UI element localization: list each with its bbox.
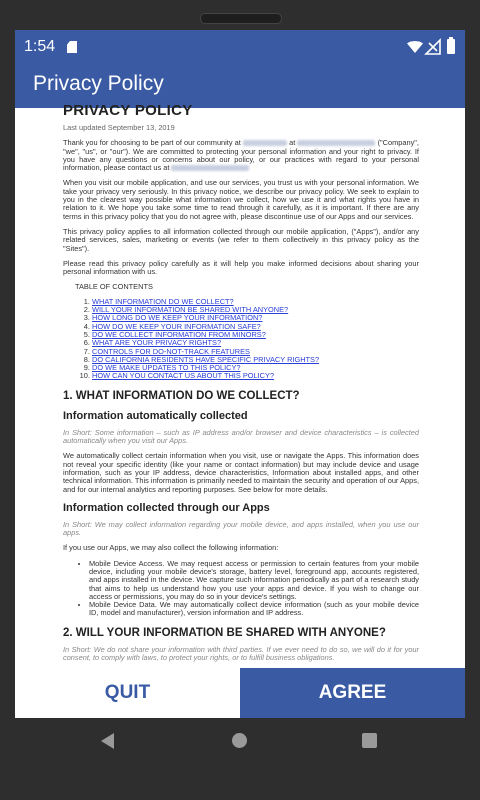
toc-link[interactable]: HOW CAN YOU CONTACT US ABOUT THIS POLICY? <box>92 371 275 381</box>
section-1-subheading-1: Information automatically collected <box>63 409 248 422</box>
toc-link[interactable]: DO WE MAKE UPDATES TO THIS POLICY? <box>92 363 241 373</box>
intro-text-c: ("Company", "we", "us", or "our"). We are committed to protecting your personal information and your right to privacy. If you have any questions or concerns about our policy, or our practices with regard to your personal information, please contact us at <box>63 138 419 173</box>
last-updated: Last updated September 13, 2019 <box>63 123 175 132</box>
toc-link[interactable]: DO WE COLLECT INFORMATION FROM MINORS? <box>92 329 266 339</box>
intro-paragraph-2: When you visit our mobile application, and use our services, you trust us with your personal information. We take your privacy very seriously. In this privacy notice, we describe our privacy policy. We seek to explain to you in the clearest way possible what information we collect, how we use it and what rights you have in relation to it. We hope you take some time to read through it carefully, as it is important. If there are any terms in this privacy policy that you do not agree with, please discontinue use of our Apps and our services. <box>63 178 419 221</box>
toc-link[interactable]: CONTROLS FOR DO-NOT-TRACK FEATURES <box>92 346 250 356</box>
button-bar <box>15 668 465 718</box>
app-title: Privacy Policy <box>33 72 164 95</box>
bullet-item: • Mobile Device Data. We may automatically collect device information (such as your mobile device ID, model and manufacturer), version information and IP address. <box>89 601 419 618</box>
bullet-item: • Mobile Device Access. We may request access or permission to certain features from your mobile device, including your mobile device's storage, battery level, foreground app, accounts registered, and apps installed in the device. We capture such information periodically as part of a research study that aims to help us understand how you use your apps and device. If you wish to change our access or permissions, you may do so in your device's settings. <box>89 560 419 601</box>
section-1-in-short-1: In Short: Some information – such as IP address and/or browser and device characteristics – is collected automatically when you visit our Apps. <box>63 427 419 446</box>
toc-link[interactable]: HOW DO WE KEEP YOUR INFORMATION SAFE? <box>92 321 261 331</box>
toc-link[interactable]: HOW LONG DO WE KEEP YOUR INFORMATION? <box>92 313 263 323</box>
back-icon[interactable] <box>101 733 114 749</box>
section-1-paragraph-2: If you use our Apps, we may also collect the following information: <box>63 543 279 553</box>
toc-item[interactable] <box>92 372 419 380</box>
screen <box>15 30 465 718</box>
toc-heading: TABLE OF CONTENTS <box>75 282 153 292</box>
intro-paragraph-3: This privacy policy applies to all information collected through our mobile application, ("Apps"), and/or any related services, sales, marketing or events (we refer to them collectively in this privacy policy as the "Sites"). <box>63 226 419 253</box>
redacted-organization <box>297 140 375 146</box>
battery-icon <box>447 39 455 54</box>
wifi-icon <box>407 41 423 53</box>
status-time: 1:54 <box>24 38 56 55</box>
agree-button[interactable]: AGREE <box>240 668 465 718</box>
table-of-contents <box>63 298 419 381</box>
section-1-subheading-2: Information collected through our Apps <box>63 501 270 514</box>
intro-paragraph-4: Please read this privacy policy carefully as it will help you make informed decisions about sharing your personal information with us. <box>63 258 419 277</box>
section-1-paragraph-1: We automatically collect certain information when you visit, use or navigate the Apps. This information does not reveal your specific identity (like your name or contact information) but may include device and usage information, such as your IP address, device characteristics, Information about installed apps, and other technical information. This information is primarily needed to maintain the security and operation of our Apps, and for our internal analytics and reporting purposes. See below for more details. <box>63 451 419 494</box>
toc-link[interactable]: DO CALIFORNIA RESIDENTS HAVE SPECIFIC PRIVACY RIGHTS? <box>92 354 320 364</box>
intro-text-b: at <box>289 138 296 148</box>
policy-content[interactable] <box>15 102 465 668</box>
toc-link[interactable]: WHAT INFORMATION DO WE COLLECT? <box>92 296 234 306</box>
toc-link[interactable]: WHAT ARE YOUR PRIVACY RIGHTS? <box>92 338 222 348</box>
home-icon[interactable] <box>232 733 247 748</box>
recent-apps-icon[interactable] <box>362 733 377 748</box>
section-2-heading: 2. WILL YOUR INFORMATION BE SHARED WITH ANYONE? <box>63 626 386 639</box>
section-1-bullets <box>63 560 419 618</box>
signal-icon <box>426 40 440 54</box>
speaker-grille <box>200 13 282 24</box>
section-2-in-short: In Short: We do not share your information with third parties. If we ever need to do so, we will do it for your consent, to comply with laws, to protect your rights, or to fulfill business obligations. <box>63 644 419 663</box>
toc-link[interactable]: WILL YOUR INFORMATION BE SHARED WITH ANYONE? <box>92 305 289 315</box>
intro-paragraph-1 <box>63 139 419 172</box>
navigation-bar <box>15 718 465 764</box>
document-title: PRIVACY POLICY <box>63 102 193 119</box>
status-bar <box>15 30 465 64</box>
redacted-email <box>171 165 249 171</box>
section-1-in-short-2: In Short: We may collect information regarding your mobile device, and apps installed, when you use our apps. <box>63 519 419 538</box>
redacted-company <box>243 140 287 146</box>
intro-text-a: Thank you for choosing to be part of our community at <box>63 138 241 148</box>
section-1-heading: 1. WHAT INFORMATION DO WE COLLECT? <box>63 389 300 402</box>
policy-document <box>63 102 419 685</box>
quit-button[interactable]: QUIT <box>15 668 240 718</box>
sd-card-icon <box>67 41 77 53</box>
